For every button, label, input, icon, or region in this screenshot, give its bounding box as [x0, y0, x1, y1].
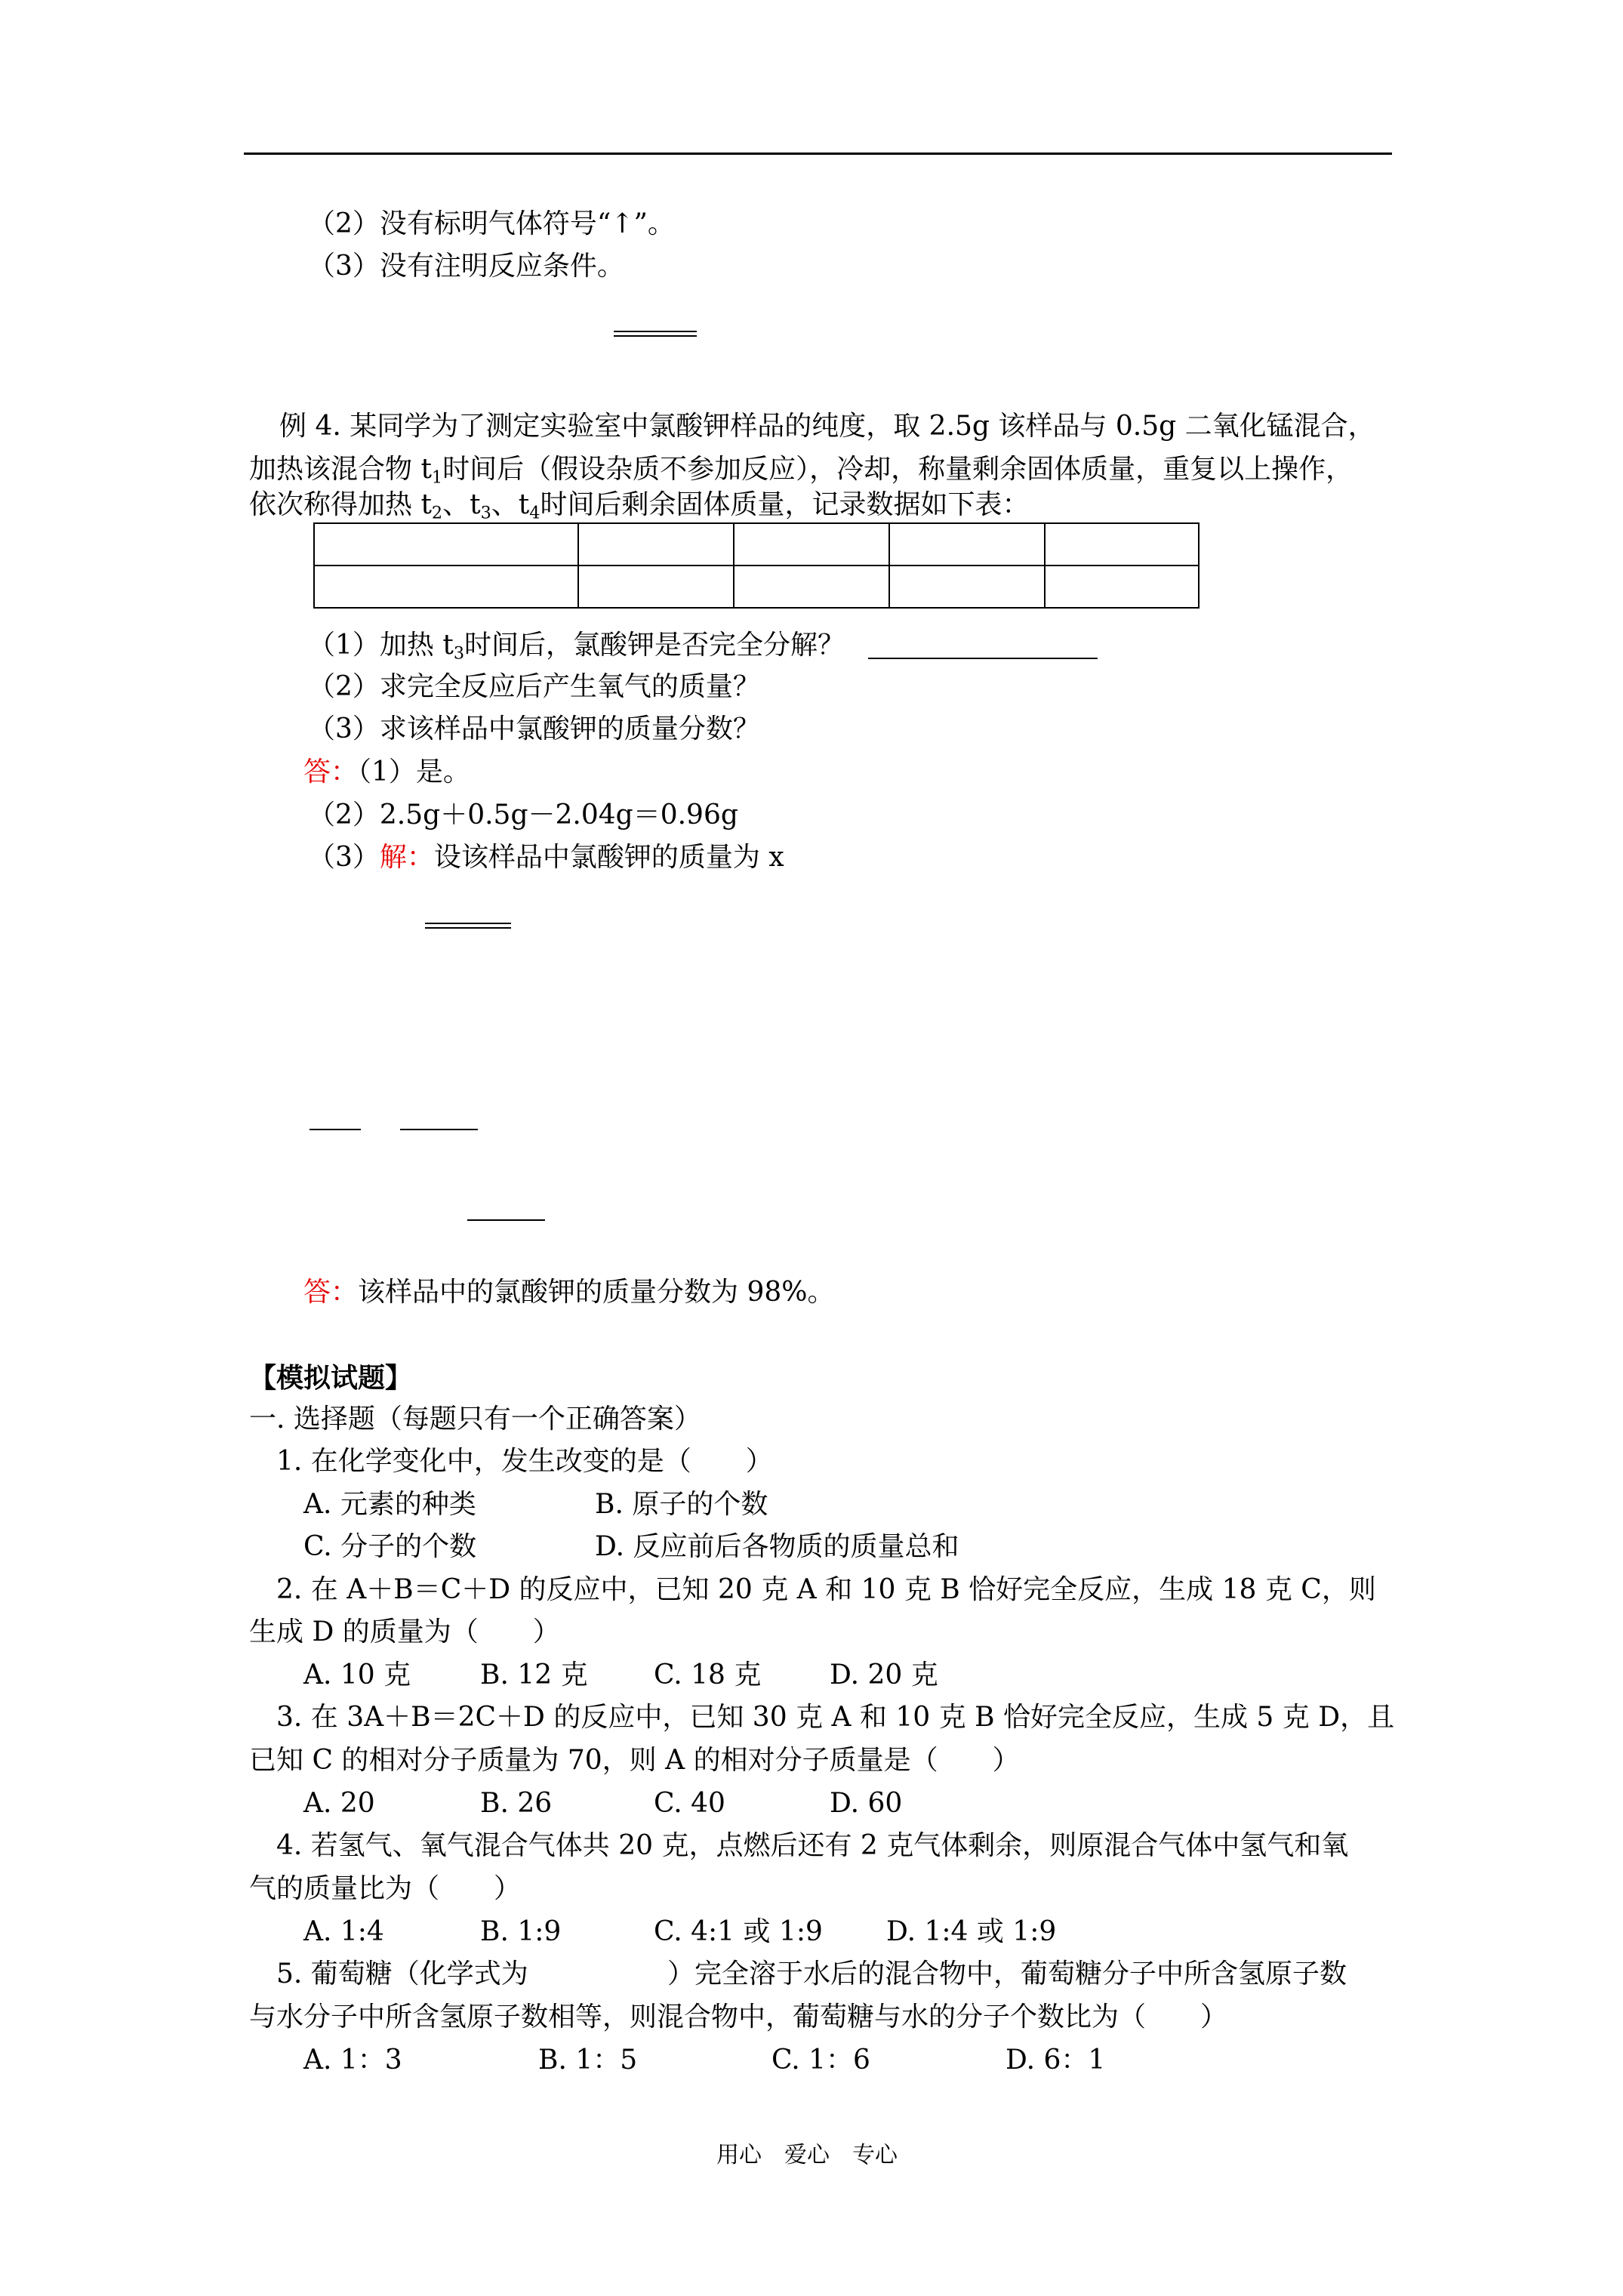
q2-option-c: C. 18 克 — [654, 1660, 762, 1690]
mc-question-4-line2: 气的质量比为（ ） — [249, 1873, 522, 1904]
mc-question-4-line1: 4. 若氢气、氧气混合气体共 20 克，点燃后还有 2 克气体剩余，则原混合气体中氢气和氧 — [276, 1830, 1349, 1861]
table-cell — [889, 523, 1045, 566]
example4-line3 — [249, 489, 1030, 523]
table-cell — [734, 566, 889, 608]
q5-option-a: A. 1：3 — [303, 2045, 402, 2076]
final-answer-label: 答： — [303, 1277, 359, 1308]
section-heading: 一. 选择题（每题只有一个正确答案） — [249, 1404, 701, 1435]
mock-test-heading: 【模拟试题】 — [249, 1362, 413, 1394]
question-3: （3）求该样品中氯酸钾的质量分数？ — [308, 713, 760, 744]
table-cell — [1045, 523, 1199, 566]
example4-line3-c: 、t — [491, 489, 530, 520]
q4-option-b: B. 1:9 — [480, 1916, 562, 1947]
table-row — [314, 523, 1199, 566]
equation-sign-upper — [614, 331, 697, 332]
reaction-sign-upper — [425, 923, 511, 924]
question-1-a: （1）加热 t — [308, 630, 454, 661]
table-cell — [1045, 566, 1199, 608]
q3-option-c: C. 40 — [654, 1788, 725, 1819]
example4-line3-d: 时间后剩余固体质量，记录数据如下表： — [540, 489, 1030, 520]
reaction-sign-lower — [425, 927, 511, 929]
mc-question-3-line2: 已知 C 的相对分子质量为 70，则 A 的相对分子质量是（ ） — [249, 1745, 1020, 1776]
q4-option-d: D. 1:4 或 1:9 — [886, 1916, 1057, 1947]
fraction-bar-1 — [310, 1129, 361, 1130]
answer-1 — [303, 759, 470, 786]
q1-option-c: C. 分子的个数 — [303, 1531, 477, 1562]
final-answer-text: 该样品中的氯酸钾的质量分数为 98%。 — [358, 1277, 835, 1308]
mc-question-5-line1b: ）完全溶于水后的混合物中，葡萄糖分子中所含氢原子数 — [667, 1959, 1347, 1989]
question-1-b: 时间后，氯酸钾是否完全分解？ — [464, 630, 845, 661]
t3-subscript: 3 — [453, 643, 465, 664]
table-cell — [578, 566, 734, 608]
mc-question-2-line2: 生成 D 的质量为（ ） — [249, 1616, 560, 1647]
example4-line3-a: 依次称得加热 t — [249, 489, 432, 520]
error-note-2: （2）没有标明气体符号“↑”。 — [308, 208, 675, 239]
page-footer: 用心 爱心 专心 — [716, 2142, 898, 2168]
q3-option-b: B. 26 — [480, 1788, 553, 1819]
t3-subscript: 3 — [480, 503, 491, 523]
answer-label: 答： — [303, 757, 359, 787]
mc-question-5-line1a: 5. 葡萄糖（化学式为 — [276, 1959, 528, 1989]
answer-3-text: 设该样品中氯酸钾的质量为 x — [433, 842, 784, 873]
q3-option-a: A. 20 — [303, 1788, 375, 1819]
table-cell — [889, 566, 1045, 608]
example4-line2-b: 时间后（假设杂质不参加反应），冷却，称量剩余固体质量，重复以上操作， — [442, 454, 1354, 485]
q1-option-d: D. 反应前后各物质的质量总和 — [595, 1531, 959, 1562]
t1-subscript: 1 — [431, 467, 443, 488]
example4-line2-a: 加热该混合物 t — [249, 454, 432, 485]
q5-option-d: D. 6：1 — [1006, 2045, 1106, 2076]
table-row — [314, 566, 1199, 608]
example4-line1: 例 4. 某同学为了测定实验室中氯酸钾样品的纯度，取 2.5g 该样品与 0.5g 二氧化锰混合， — [279, 411, 1375, 442]
q3-option-d: D. 60 — [830, 1788, 903, 1819]
fraction-bar-2 — [400, 1129, 478, 1130]
error-note-3: （3）没有注明反应条件。 — [308, 251, 624, 282]
final-answer — [303, 1279, 834, 1306]
table-cell — [578, 523, 734, 566]
question-2: （2）求完全反应后产生氧气的质量？ — [308, 671, 760, 702]
example4-line3-b: 、t — [442, 489, 481, 520]
example4-line2 — [249, 454, 1354, 488]
table-cell — [734, 523, 889, 566]
header-rule — [244, 153, 1392, 155]
table-cell — [314, 523, 578, 566]
q5-option-c: C. 1：6 — [771, 2045, 870, 2076]
solution-label: 解： — [379, 842, 434, 873]
mass-record-table — [313, 522, 1200, 609]
answer-1-text: （1）是。 — [358, 757, 470, 787]
mc-question-5-line2: 与水分子中所含氢原子数相等，则混合物中，葡萄糖与水的分子个数比为（ ） — [249, 2002, 1228, 2032]
q1-option-a: A. 元素的种类 — [303, 1489, 476, 1520]
fraction-bar-3 — [467, 1219, 545, 1221]
table-cell — [314, 566, 578, 608]
t4-subscript: 4 — [529, 503, 540, 523]
question-1 — [308, 630, 845, 664]
answer-3-prefix: （3） — [308, 842, 380, 873]
mc-question-2-line1: 2. 在 A＋B＝C＋D 的反应中，已知 20 克 A 和 10 克 B 恰好完全反应，生成 18 克 C，则 — [276, 1574, 1376, 1605]
answer-3 — [308, 844, 784, 871]
mc-question-1: 1. 在化学变化中，发生改变的是（ ） — [276, 1446, 773, 1477]
answer-blank-line — [868, 658, 1098, 659]
q4-option-a: A. 1:4 — [303, 1916, 384, 1947]
q2-option-d: D. 20 克 — [830, 1660, 938, 1690]
q1-option-b: B. 原子的个数 — [595, 1489, 768, 1520]
mc-question-3-line1: 3. 在 3A＋B＝2C＋D 的反应中，已知 30 克 A 和 10 克 B 恰好完全反应，生成 5 克 D，且 — [276, 1702, 1395, 1733]
q2-option-a: A. 10 克 — [303, 1660, 411, 1690]
q2-option-b: B. 12 克 — [480, 1660, 588, 1690]
t2-subscript: 2 — [431, 503, 443, 523]
q4-option-c: C. 4:1 或 1:9 — [654, 1916, 823, 1947]
answer-2: （2）2.5g＋0.5g－2.04g＝0.96g — [308, 800, 738, 831]
equation-sign-lower — [614, 335, 697, 337]
q5-option-b: B. 1：5 — [538, 2045, 638, 2076]
